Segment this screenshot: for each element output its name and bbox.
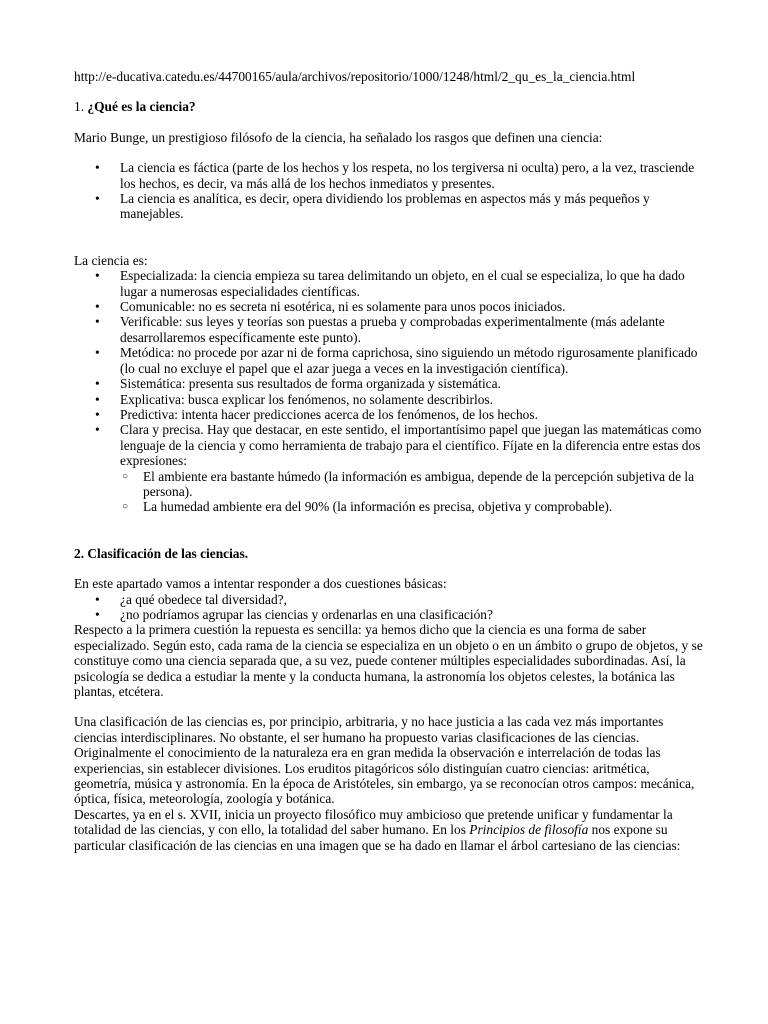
- list-item: [74, 314, 704, 345]
- sub-list-item-text: La humedad ambiente era del 90% (la información es precisa, objetiva y comprobable).: [143, 499, 613, 515]
- classification-paragraph: Una clasificación de las ciencias es, por principio, arbitraria, y no hace justicia a las cada vez más importantes ciencias interdisciplinares. No obstante, el ser humano ha propuesto varias clasificaciones de las ciencias. Originalmente el conocimiento de la naturaleza era en gran medida la observación e interrelación de todas las experiencias, sin establecer divisiones. Los eruditos pitagóricos sólo distinguían cuatro ciencias: aritmética, geometría, música y astronomía. En la época de Aristóteles, sin embargo, ya se reconocían otros campos: mecánica, óptica, física, meteorología, zoología y botánica.: [74, 714, 695, 807]
- list-item-text: La ciencia es fáctica (parte de los hechos y los respeta, no los tergiversa ni oculta) pero, a la vez, trasciende los hechos, es decir, va más allá de los hechos inmediatos y presentes.: [120, 160, 695, 191]
- list-item: [74, 407, 704, 422]
- descartes-text-a: Descartes, ya en el s. XVII, inicia un proyecto filosófico muy ambicioso que pretende unificar y fundamentar la totalidad de las ciencias, y con ello, la totalidad del saber humano. En los: [74, 806, 673, 838]
- descartes-paragraph: [74, 807, 704, 853]
- bullet-icon: •: [95, 376, 100, 392]
- descartes-text-b: nos expone su particular clasificación de las ciencias en una imagen que se ha dado en llamar el árbol cartesiano de las ciencias:: [74, 822, 681, 853]
- section-1-heading: [74, 99, 704, 114]
- list-item: [74, 299, 704, 314]
- section-2-title: 2. Clasificación de las ciencias.: [74, 545, 249, 561]
- bullet-icon: •: [95, 406, 100, 422]
- circle-bullet-icon: ○: [122, 501, 129, 513]
- list-item-text: Metódica: no procede por azar ni de forma caprichosa, sino siguiendo un método rigurosamente planificado (lo cual no excluye el papel que el azar juega a veces en la investigación científica).: [120, 345, 698, 376]
- bullet-icon: •: [95, 299, 100, 315]
- features-list: [74, 268, 704, 515]
- list-item: [74, 422, 704, 514]
- sub-list-item: [120, 499, 704, 514]
- list-item-text: Predictiva: intenta hacer predicciones acerca de los fenómenos, de los hechos.: [120, 406, 538, 422]
- bullet-icon: •: [95, 345, 100, 361]
- section-1-number: 1.: [74, 99, 88, 115]
- section-2-intro: En este apartado vamos a intentar responder a dos cuestiones básicas:: [74, 576, 447, 592]
- list-item: [74, 191, 704, 222]
- bullet-icon: •: [95, 314, 100, 330]
- questions-list: [74, 592, 704, 623]
- source-url[interactable]: http://e-ducativa.catedu.es/44700165/aula/archivos/repositorio/1000/1248/html/2_qu_es_la_ciencia.html: [74, 69, 636, 84]
- list-item-text: Sistemática: presenta sus resultados de forma organizada y sistemática.: [120, 376, 501, 392]
- list-item-text: ¿no podríamos agrupar las ciencias y ordenarlas en una clasificación?: [120, 606, 493, 622]
- list-item: [74, 268, 704, 299]
- bullet-icon: •: [95, 191, 100, 207]
- list-item-text: Comunicable: no es secreta ni esotérica, ni es solamente para unos pocos iniciados.: [120, 299, 566, 315]
- bullet-icon: •: [95, 591, 100, 607]
- sub-list-item-text: El ambiente era bastante húmedo (la información es ambigua, depende de la percepción subjetiva de la persona).: [143, 468, 695, 499]
- list-item: [74, 392, 704, 407]
- circle-bullet-icon: ○: [122, 470, 129, 482]
- section-2-heading: [74, 546, 704, 561]
- bullet-icon: •: [95, 391, 100, 407]
- bullet-icon: •: [95, 422, 100, 438]
- section-1-title: ¿Qué es la ciencia?: [87, 99, 196, 115]
- descartes-work-title: Principios de filosofía: [469, 822, 589, 838]
- list-item-text: La ciencia es analítica, es decir, opera dividiendo los problemas en aspectos más y más pequeños y manejables.: [120, 191, 650, 222]
- bullet-icon: •: [95, 160, 100, 176]
- answer-paragraph: Respecto a la primera cuestión la repuesta es sencilla: ya hemos dicho que la ciencia es una forma de saber especializado. Según esto, cada rama de la ciencia se especializa en un objeto o en un ámbito o grupo de objetos, y se constituye como una ciencia separada que, a su vez, puede contener múltiples especialidades subordinadas. Así, la psicología se dedica a estudiar la mente y la conducta humana, la astronomía los objetos celestes, la botánica las plantas, etcétera.: [74, 622, 703, 699]
- list-item: [74, 376, 704, 391]
- list-item-text: Explicativa: busca explicar los fenómenos, no solamente describirlos.: [120, 391, 493, 407]
- bullet-icon: •: [95, 606, 100, 622]
- list-item: [74, 345, 704, 376]
- document-page: [74, 69, 704, 853]
- examples-list: [120, 469, 704, 515]
- list-item: [74, 607, 704, 622]
- sub-list-item: [120, 469, 704, 500]
- bunge-intro: Mario Bunge, un prestigioso filósofo de la ciencia, ha señalado los rasgos que definen una ciencia:: [74, 129, 603, 145]
- list-item: [74, 160, 704, 191]
- bullet-icon: •: [95, 268, 100, 284]
- list-item-text: Verificable: sus leyes y teorías son puestas a prueba y comprobadas experimentalmente (más adelante desarrollaremos específicamente este punto).: [120, 314, 665, 345]
- list-item: [74, 592, 704, 607]
- list-item-text: Clara y precisa. Hay que destacar, en este sentido, el importantísimo papel que juegan las matemáticas como lenguaje de la ciencia y como herramienta de trabajo para el científico. Fíjate en la diferencia entre estas dos expresiones:: [120, 422, 702, 469]
- features-intro: La ciencia es:: [74, 252, 148, 268]
- list-item-text: Especializada: la ciencia empieza su tarea delimitando un objeto, en el cual se especializa, lo que ha dado lugar a numerosas especialidades científicas.: [120, 268, 685, 299]
- list-item-text: ¿a qué obedece tal diversidad?,: [120, 591, 287, 607]
- traits-list: [74, 160, 704, 222]
